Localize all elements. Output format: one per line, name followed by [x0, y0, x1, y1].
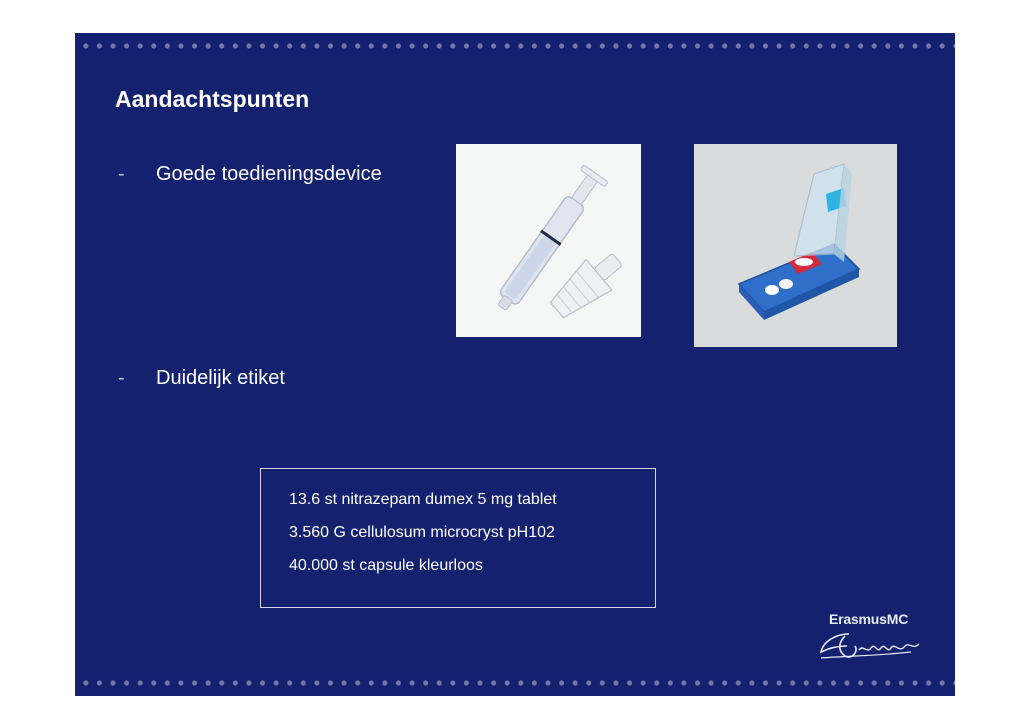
- bottom-dot-border: [75, 670, 955, 696]
- oral-syringe-image: [456, 144, 641, 337]
- bullet-text: Goede toedieningsdevice: [156, 163, 382, 185]
- pill-splitter-image: [694, 144, 897, 347]
- syringe-icon: [456, 144, 641, 337]
- label-line: 40.000 st capsule kleurloos: [289, 557, 483, 574]
- bullet-dash: -: [118, 163, 125, 185]
- top-dot-border: [75, 33, 955, 59]
- slide-title: Aandachtspunten: [115, 86, 310, 112]
- pill-splitter-icon: [694, 144, 897, 347]
- logo-wordmark: ErasmusMC: [829, 611, 909, 627]
- slide: [75, 33, 955, 694]
- label-line: 3.560 G cellulosum microcryst pH102: [289, 524, 555, 541]
- label-line: 13.6 st nitrazepam dumex 5 mg tablet: [289, 491, 557, 508]
- signature-icon: [815, 628, 935, 668]
- bullet-dash: -: [118, 367, 125, 389]
- erasmus-mc-logo: [815, 603, 935, 668]
- bullet-text: Duidelijk etiket: [156, 367, 285, 389]
- label-box: [260, 468, 656, 608]
